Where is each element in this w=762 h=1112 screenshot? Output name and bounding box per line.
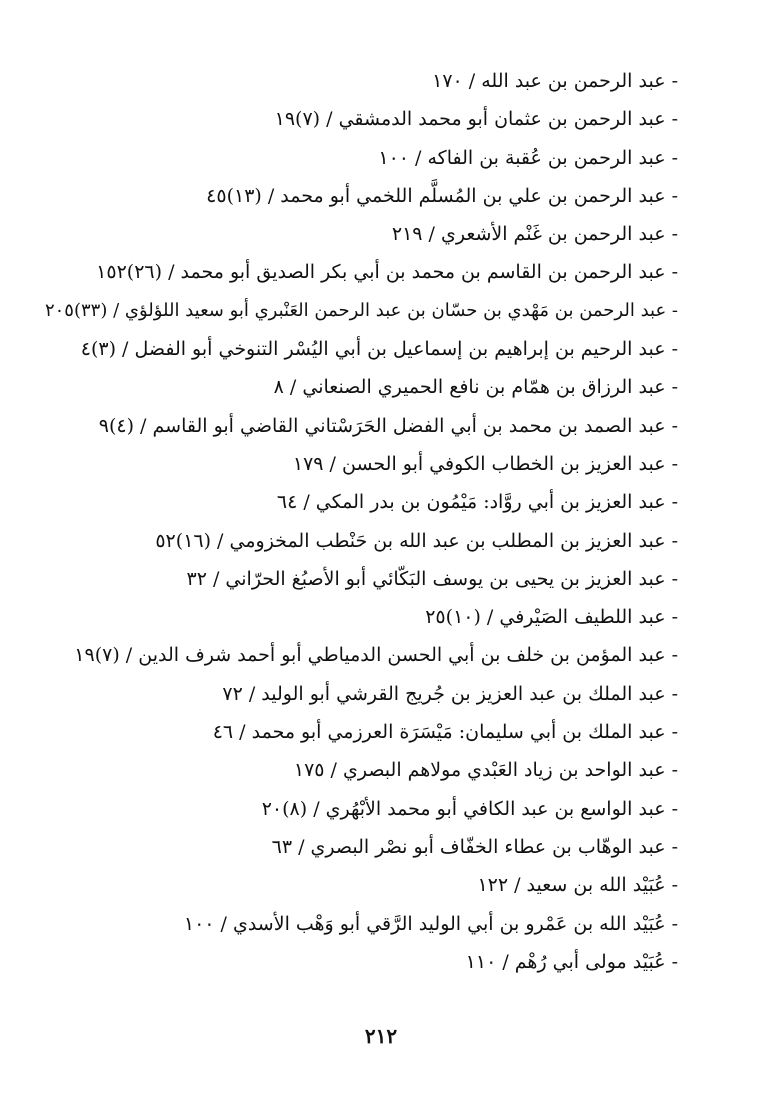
index-entry: - عبد الوهّاب بن عطاء الخفّاف أبو نصْر البصري / ٦٣ [271, 835, 678, 858]
index-entry: - عبد الرزاق بن همّام بن نافع الحميري الصنعاني / ٨ [273, 376, 678, 399]
index-entry: - عبد الرحمن بن القاسم بن محمد بن أبي بكر الصديق أبو محمد / (٢٦)١٥٢ [96, 261, 678, 284]
index-entry: - عبد الصمد بن محمد بن أبي الفضل الحَرَسْتاني القاضي أبو القاسم / (٤)٩ [98, 414, 678, 437]
index-entry: - عبد الرحمن بن مَهْدي بن حسّان بن عبد الرحمن العَنْبري أبو سعيد اللؤلؤي / (٣٣)٢٠٥ [44, 299, 678, 321]
index-entry: - عبد الرحمن بن عثمان أبو محمد الدمشقي / (٧)١٩ [274, 108, 678, 131]
index-entry: - عبد الواحد بن زياد العَبْدي مولاهم البصري / ١٧٥ [293, 759, 678, 782]
page-number: ٢١٢ [364, 1024, 398, 1048]
index-entry: - عبد الملك بن أبي سليمان: مَيْسَرَة العرزمي أبو محمد / ٤٦ [212, 721, 678, 744]
index-entry: - عبد الرحمن بن غَنْم الأشعري / ٢١٩ [391, 223, 678, 246]
index-entry: - عُبَيْد الله بن عَمْرو بن أبي الوليد الرَّقي أبو وَهْب الأسدي / ١٠٠ [183, 912, 678, 935]
index-entry: - عبد الملك بن عبد العزيز بن جُريج القرشي أبو الوليد / ٧٢ [222, 682, 678, 705]
index-entry: - عُبَيْد مولى أبي رُهْم / ١١٠ [465, 950, 678, 973]
index-entry: - عبد العزيز بن الخطاب الكوفي أبو الحسن / ١٧٩ [292, 452, 678, 475]
index-entry: - عبد العزيز بن أبي روَّاد: مَيْمُون بن بدر المكي / ٦٤ [276, 491, 678, 514]
index-entry: - عبد الرحمن بن عبد الله / ١٧٠ [432, 70, 678, 92]
index-entry: - عُبَيْد الله بن سعيد / ١٢٢ [477, 874, 678, 897]
index-entry: - عبد العزيز بن يحيى بن يوسف البَكّائي أبو الأصبُغ الحرّاني / ٣٢ [186, 567, 678, 590]
index-entry: - عبد الرحمن بن عُقبة بن الفاكه / ١٠٠ [378, 146, 678, 169]
index-entry: - عبد الرحمن بن علي بن المُسلَّم اللخمي أبو محمد / (١٣)٤٥ [206, 184, 678, 207]
index-entry: - عبد العزيز بن المطلب بن عبد الله بن حَنْطب المخزومي / (١٦)٥٢ [155, 529, 678, 552]
index-entry: - عبد المؤمن بن خلف بن أبي الحسن الدمياطي أبو أحمد شرف الدين / (٧)١٩ [74, 644, 678, 667]
index-entry: - عبد الرحيم بن إبراهيم بن إسماعيل بن أبي اليُسْر التنوخي أبو الفضل / (٣)٤ [80, 338, 678, 361]
index-list [38, 62, 678, 981]
index-entry: - عبد الواسع بن عبد الكافي أبو محمد الأبْهُري / (٨)٢٠ [261, 797, 678, 820]
index-entry: - عبد اللطيف الصَيْرفي / (١٠)٢٥ [425, 606, 678, 629]
